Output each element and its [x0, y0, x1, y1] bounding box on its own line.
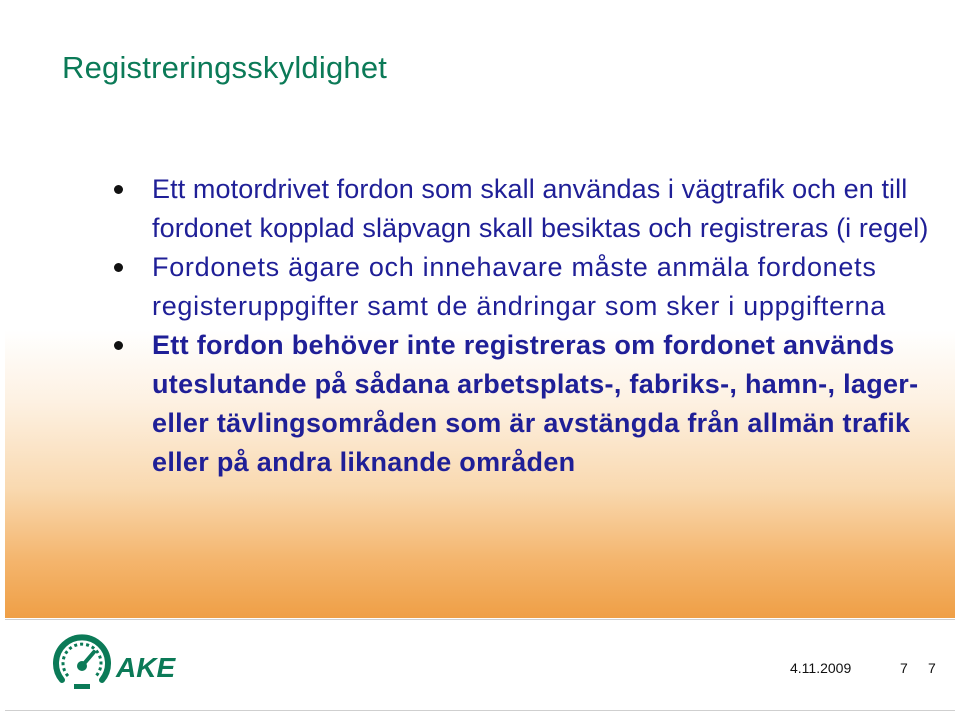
bullet-text-1: Ett motordrivet fordon som skall användas i vägtrafik och en till fordonet kopplad släpvagn skall besiktas och registreras (i regel): [152, 174, 929, 243]
footer-divider-bottom: [5, 710, 955, 711]
footer-number-left: 7: [900, 660, 908, 676]
bullet-text-3: Ett fordon behöver inte registreras om fordonet används uteslutande på sådana arbetsplats-, fabriks-, hamn-, lager- eller tävlingsområden som är avstängda från allmän trafik eller på andra liknande områden: [152, 330, 919, 477]
bullet-dot-icon: [114, 185, 123, 194]
footer-date: 4.11.2009: [790, 660, 852, 676]
bullet-text-2: Fordonets ägare och innehavare måste anmäla fordonets registeruppgifter samt de ändringar som sker i uppgifterna: [152, 252, 886, 321]
bullet-item-1: [114, 170, 944, 248]
bullet-dot-icon: [114, 341, 123, 350]
speedometer-logo-icon: [56, 637, 108, 689]
logo-text: AKE: [116, 652, 176, 683]
slide-title: Registreringsskyldighet: [62, 50, 388, 85]
bullet-item-2: [114, 248, 944, 326]
bullet-item-3: [114, 326, 944, 482]
bullet-dot-icon: [114, 263, 123, 272]
ake-logo: [50, 630, 210, 696]
footer-number-right: 7: [928, 660, 936, 676]
footer-divider-top: [5, 619, 955, 620]
bullet-list: [114, 170, 944, 482]
